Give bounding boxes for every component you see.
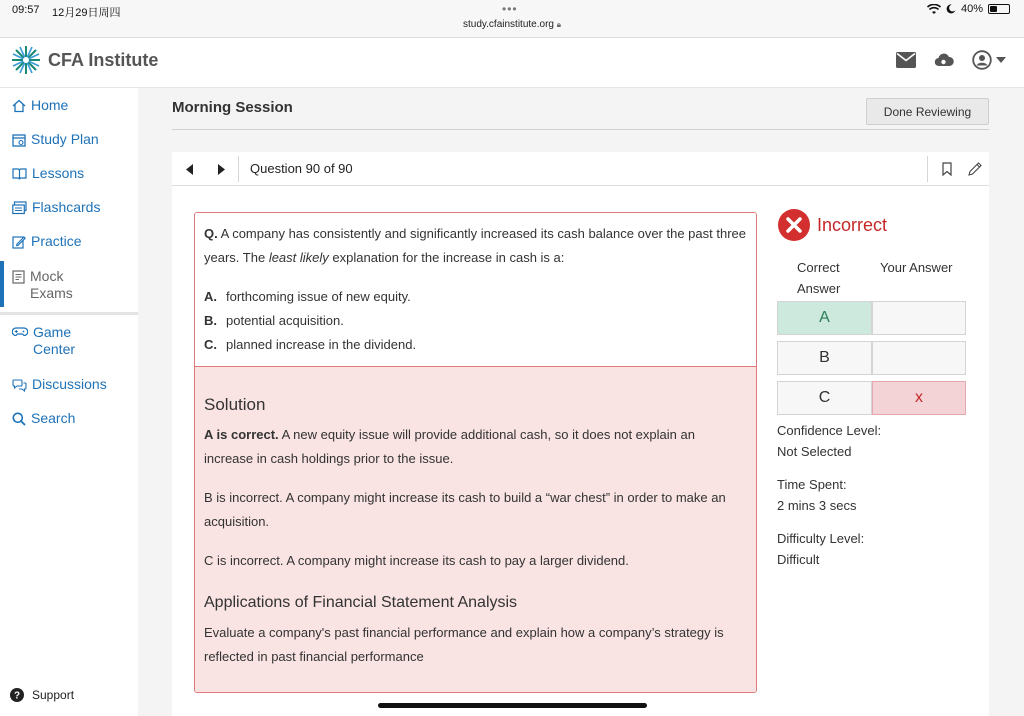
question-emphasis: least likely (268, 250, 329, 265)
user-menu[interactable] (972, 50, 1006, 70)
sidebar-item-label: Lessons (32, 165, 85, 181)
app-header (0, 38, 1024, 88)
bookmark-button[interactable] (934, 152, 960, 186)
next-question-button[interactable] (208, 152, 234, 186)
main-area (138, 88, 1024, 716)
choice-c (204, 337, 416, 352)
solution-a-bold: A is correct. (204, 427, 279, 442)
sidebar-item-lessons[interactable] (0, 165, 138, 181)
solution-title: Solution (204, 395, 266, 414)
header-actions (896, 50, 1006, 70)
result-header (777, 208, 887, 242)
svg-text:?: ? (13, 690, 21, 702)
moon-icon (946, 4, 956, 14)
choice-letter: C. (204, 337, 217, 352)
sidebar-item-label: Home (31, 97, 69, 113)
calendar-icon (12, 133, 26, 147)
solution-a (204, 423, 744, 471)
your-answer-cell-wrong: x (872, 381, 966, 415)
cfa-globe-icon (10, 44, 42, 76)
question-prefix: Q. (204, 226, 218, 241)
status-time: 09:57 (12, 4, 40, 16)
question-nav-bar (172, 152, 989, 186)
user-icon (972, 50, 992, 70)
topic-title: Applications of Financial Statement Analysis (204, 594, 518, 611)
sidebar-item-search[interactable] (0, 410, 138, 426)
correct-answer-header: Correct Answer (797, 260, 841, 296)
lock-icon: 🔒︎ (556, 20, 562, 29)
sidebar-item-label: Search (31, 410, 76, 426)
annotate-button[interactable] (962, 152, 988, 186)
nav-separator (238, 156, 239, 182)
difficulty-label: Difficulty Level: (777, 531, 865, 546)
sidebar-item-game-center[interactable] (0, 324, 138, 358)
status-bar (0, 0, 1024, 38)
question-text: A company has consistently and significantly increased its cash balance over the past three years. The (204, 226, 746, 265)
choice-text: planned increase in the dividend. (226, 337, 417, 352)
sidebar-item-label: Flashcards (32, 199, 101, 215)
choice-letter: B. (204, 313, 217, 328)
solution-c: C is incorrect. A company might increase its cash to pay a larger dividend. (204, 553, 629, 568)
sidebar (0, 88, 138, 716)
status-date: 12月29日周四 (52, 7, 121, 19)
sidebar-item-mock-exams[interactable] (0, 261, 138, 307)
battery-icon (988, 4, 1010, 14)
nav-separator (927, 156, 928, 182)
answer-row-a (777, 301, 966, 335)
previous-question-button[interactable] (176, 152, 202, 186)
question-text-end: explanation for the increase in cash is a: (332, 250, 565, 265)
question-counter: Question 90 of 90 (250, 161, 353, 176)
search-icon (12, 412, 26, 426)
question-panel (195, 213, 756, 367)
result-status: Incorrect (817, 214, 888, 235)
divider (172, 129, 989, 130)
confidence-label: Confidence Level: (777, 423, 882, 438)
sidebar-item-label: Study Plan (31, 131, 99, 147)
your-answer-header: Your Answer (880, 260, 953, 275)
support-label: Support (32, 688, 75, 702)
sidebar-item-label: Game Center (33, 324, 76, 357)
home-icon (12, 99, 26, 113)
question-content (172, 186, 989, 716)
choice-text: potential acquisition. (226, 313, 344, 328)
choice-text: forthcoming issue of new equity. (226, 289, 411, 304)
sidebar-item-practice[interactable] (0, 233, 138, 249)
gamepad-icon (12, 326, 28, 338)
document-icon (12, 270, 25, 284)
sidebar-item-discussions[interactable] (0, 376, 138, 392)
edit-icon (12, 235, 26, 249)
sidebar-divider (0, 312, 138, 315)
sidebar-item-label: Mock Exams (30, 268, 73, 301)
pencil-icon (967, 161, 983, 177)
sidebar-item-home[interactable] (0, 97, 138, 113)
home-indicator[interactable] (378, 703, 647, 708)
your-answer-cell (872, 301, 966, 335)
battery-percent: 40% (960, 3, 983, 15)
book-icon (12, 167, 27, 181)
correct-answer-cell: A (777, 301, 872, 335)
confidence-value: Not Selected (777, 444, 852, 459)
sidebar-item-label: Discussions (32, 376, 107, 392)
done-reviewing-button[interactable]: Done Reviewing (866, 98, 989, 125)
caret-left-icon (186, 164, 193, 175)
more-dots-icon[interactable]: ••• (502, 2, 518, 16)
solution-panel (195, 367, 756, 692)
topic-text: Evaluate a company's past financial performance and explain how a company’s strategy is reflected in past financial performance (204, 625, 724, 664)
logo-text: CFA Institute (48, 49, 159, 70)
cards-icon (12, 201, 27, 215)
your-answer-cell (872, 341, 966, 375)
time-spent-value: 2 mins 3 secs (777, 498, 857, 513)
choice-letter: A. (204, 289, 217, 304)
chat-icon (12, 378, 27, 392)
answer-cell: C (777, 381, 872, 415)
choice-a (204, 289, 411, 304)
chevron-down-icon (996, 57, 1006, 63)
sidebar-item-study-plan[interactable] (0, 131, 138, 147)
mail-icon[interactable] (896, 52, 916, 68)
answer-cell: B (777, 341, 872, 375)
bookmark-icon (942, 162, 952, 176)
choice-b (204, 313, 344, 328)
solution-a-text: A new equity issue will provide additional cash, so it does not explain an increase in cash holdings prior to the issue. (204, 427, 695, 466)
cloud-icon[interactable] (934, 52, 954, 68)
incorrect-icon (777, 208, 811, 242)
question-stem (204, 222, 749, 270)
wifi-icon (927, 4, 941, 15)
answer-row-c (777, 381, 966, 415)
session-title: Morning Session (172, 99, 293, 116)
url-bar[interactable] (0, 19, 1024, 30)
question-card (194, 212, 757, 693)
help-icon (10, 688, 24, 702)
answer-row-b (777, 341, 966, 375)
solution-b: B is incorrect. A company might increase its cash to build a “war chest” in order to make an acquisition. (204, 490, 726, 529)
cfa-logo[interactable] (10, 44, 158, 76)
support-link[interactable] (10, 688, 74, 702)
caret-right-icon (218, 164, 225, 175)
time-spent-label: Time Spent: (777, 477, 847, 492)
difficulty-value: Difficult (777, 552, 820, 567)
sidebar-item-label: Practice (31, 233, 82, 249)
status-indicators (927, 3, 1010, 15)
sidebar-item-flashcards[interactable] (0, 199, 138, 215)
url-text: study.cfainstitute.org (462, 19, 554, 30)
